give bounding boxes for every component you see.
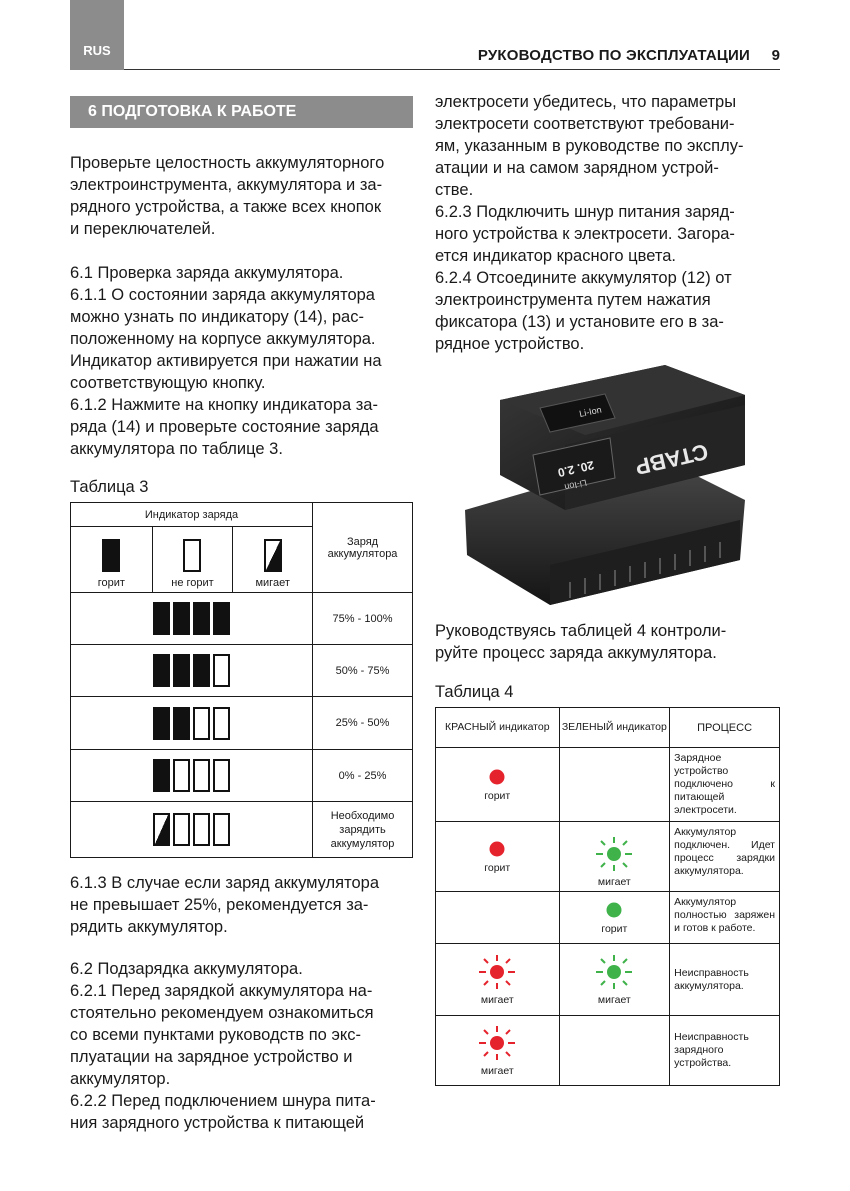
red-led-icon (477, 839, 517, 859)
legend-on (71, 527, 153, 593)
process-cell (670, 748, 780, 822)
brand-logo: СТАВР (632, 438, 711, 480)
table4-caption (435, 683, 513, 702)
page-number (772, 47, 780, 64)
green-state-label: мигает (597, 876, 631, 888)
battery-segment-off-icon (193, 813, 210, 846)
row-4-indicator (71, 802, 313, 858)
text-line: электросети соответствуют требовани- (435, 115, 735, 133)
header-title-text: РУКОВОДСТВО ПО ЭКСПЛУАТАЦИИ (477, 47, 750, 64)
header-indicator (71, 503, 313, 527)
charge-indicator-table (70, 502, 413, 858)
battery-segment-off-icon (213, 707, 230, 740)
red-cell (436, 892, 560, 944)
text-line: аккумулятора по таблице 3. (70, 440, 283, 458)
charge-level-label: 25% - 50% (335, 717, 390, 729)
text-line: ного устройства к электросети. Загора- (435, 225, 735, 243)
battery-segment-on-icon (153, 707, 170, 740)
battery-segment-off-icon (193, 759, 210, 792)
text-line: ния зарядного устройства к питающей (70, 1114, 365, 1132)
table-row (436, 944, 780, 1016)
intro-line: Проверьте целостность аккумуляторного (70, 154, 385, 172)
header-process-text: ПРОЦЕСС (697, 721, 753, 734)
red-state-label: горит (484, 862, 511, 874)
table3-caption (70, 478, 148, 497)
battery-segment-off-icon (173, 813, 190, 846)
green-cell (559, 822, 670, 892)
battery-segment-on-icon (213, 602, 230, 635)
red-state-label: мигает (480, 994, 514, 1006)
text-line: 6.1.1 О состоянии заряда аккумулятора (70, 286, 375, 304)
text-line: ряда (14) и проверьте состояние заряда (70, 418, 379, 436)
text-line: со всеми пунктами руководств по экс- (70, 1026, 362, 1044)
row-0-charge (313, 593, 413, 645)
text-line: стоятельно рекомендуем ознакомиться (70, 1004, 374, 1022)
header-title (478, 47, 750, 64)
text-line: атации и на самом зарядном устрой- (435, 159, 719, 177)
table-row (436, 1016, 780, 1086)
battery-segment-off-icon (213, 654, 230, 687)
header-divider (124, 69, 780, 70)
text-line: электроинструмента путем нажатия (435, 291, 711, 309)
text-line: 6.1 Проверка заряда аккумулятора. (70, 264, 344, 282)
text-line: 6.2 Подзарядка аккумулятора. (70, 960, 303, 978)
battery-segment-on-icon (193, 602, 210, 635)
battery-indicator-icon (152, 769, 232, 781)
charge-level-label: 0% - 25% (338, 769, 387, 782)
red-cell (436, 944, 560, 1016)
battery-charger-image (455, 360, 760, 610)
table3-caption-text: Таблица 3 (70, 478, 149, 496)
section-title: 6 ПОДГОТОВКА К РАБОТЕ (88, 103, 297, 120)
text-line: 6.1.3 В случае если заряд аккумулятора (70, 874, 380, 892)
table-row (436, 748, 780, 822)
text-line: электросети убедитесь, что параметры (435, 93, 737, 111)
text-line: положенному на корпусе аккумулятора. (70, 330, 376, 348)
row-0-indicator (71, 593, 313, 645)
table4-intro (435, 620, 780, 664)
legend-on-label: горит (97, 577, 125, 589)
battery-top-label: Li-Ion (578, 404, 603, 419)
battery-segment-blink-icon (153, 813, 170, 846)
green-state-label: горит (601, 923, 628, 935)
battery-segment-off-icon (173, 759, 190, 792)
charge-level-label: 75% - 100% (332, 612, 393, 625)
charge-level-label: Необходимо зарядить аккумулятор (330, 809, 395, 850)
battery-model-text: 20. 2.0 (556, 457, 596, 480)
row-2-charge (313, 697, 413, 750)
battery-segment-off-icon (213, 813, 230, 846)
green-cell (559, 944, 670, 1016)
legend-blink (233, 527, 313, 593)
green-led-blinking-icon (592, 835, 636, 873)
text-line: ям, указанным в руководстве по эксплу- (435, 137, 744, 155)
text-line: 6.1.2 Нажмите на кнопку индикатора за- (70, 396, 378, 414)
text-line: соответствующую кнопку. (70, 374, 266, 392)
battery-segment-on-icon (153, 759, 170, 792)
table-row (436, 892, 780, 944)
battery-segment-on-icon (173, 707, 190, 740)
language-label: RUS (83, 43, 111, 58)
text-line: стве. (435, 181, 474, 199)
row-2-indicator (71, 697, 313, 750)
green-led-blinking-icon (592, 953, 636, 991)
charge-level-label: 50% - 75% (335, 664, 390, 677)
header-indicator-text: Индикатор заряда (144, 508, 239, 521)
battery-segment-on-icon (173, 602, 190, 635)
red-cell (436, 748, 560, 822)
process-cell (670, 1016, 780, 1086)
green-state-label: мигает (597, 994, 631, 1006)
text-line: 6.2.2 Перед подключением шнура пита- (70, 1092, 376, 1110)
green-cell (559, 892, 670, 944)
charging-process-table (435, 707, 780, 1086)
row-4-charge (313, 802, 413, 858)
battery-segment-off-icon (193, 707, 210, 740)
battery-type-text: Li-Ion (563, 477, 588, 493)
text-line: рядное устройство. (435, 335, 585, 353)
process-text: Аккумулятор подключен. Идет процесс зарядки аккумулятора. (674, 826, 775, 877)
text-line: аккумулятор. (70, 1070, 171, 1088)
battery-segment-off-icon (213, 759, 230, 792)
intro-paragraph (70, 152, 413, 240)
process-cell (670, 944, 780, 1016)
green-led-icon (594, 900, 634, 920)
text-line: плуатации на зарядное устройство и (70, 1048, 353, 1066)
battery-indicator-icon (152, 823, 232, 835)
process-text: Зарядное устройство подключено к питающей электросети. (674, 752, 775, 816)
process-text: Аккумулятор полностью заряжен и готов к работе. (674, 896, 775, 934)
text-line: рядить аккумулятор. (70, 918, 228, 936)
legend-off (152, 527, 233, 593)
row-3-charge (313, 750, 413, 802)
text-line: Руководствуясь таблицей 4 контроли- (435, 622, 727, 640)
red-led-blinking-icon (475, 1024, 519, 1062)
page-number-text: 9 (771, 47, 780, 64)
text-line: не превышает 25%, рекомендуется за- (70, 896, 369, 914)
process-cell (670, 822, 780, 892)
process-cell (670, 892, 780, 944)
header-red-text: КРАСНЫЙ индикатор (444, 721, 550, 733)
red-state-label: горит (484, 790, 511, 802)
battery-segment-on-icon (173, 654, 190, 687)
header-charge-text: Заряд аккумулятора (327, 535, 398, 560)
legend-blink-label: мигает (255, 577, 290, 589)
battery-segment-on-icon (102, 539, 120, 572)
text-line: 6.2.4 Отсоедините аккумулятор (12) от (435, 269, 732, 287)
process-text: Неисправность зарядного устройства. (674, 1031, 749, 1069)
red-cell (436, 1016, 560, 1086)
red-state-label: мигает (480, 1065, 514, 1077)
battery-indicator-icon (152, 717, 232, 729)
battery-segment-on-icon (193, 654, 210, 687)
text-line: можно узнать по индикатору (14), рас- (70, 308, 364, 326)
intro-line: электроинструмента, аккумулятора и за- (70, 176, 383, 194)
section-6-1-3 (70, 872, 413, 938)
green-cell (559, 1016, 670, 1086)
battery-segment-blink-icon (264, 539, 282, 572)
battery-indicator-icon (152, 612, 232, 624)
text-line: Индикатор активируется при нажатии на (70, 352, 382, 370)
row-1-charge (313, 645, 413, 697)
text-line: руйте процесс заряда аккумулятора. (435, 644, 717, 662)
red-led-icon (477, 767, 517, 787)
battery-indicator-icon (152, 664, 232, 676)
text-line: 6.2.3 Подключить шнур питания заряд- (435, 203, 735, 221)
section-6-2-continued (435, 91, 780, 355)
text-line: ется индикатор красного цвета. (435, 247, 676, 265)
green-cell (559, 748, 670, 822)
row-3-indicator (71, 750, 313, 802)
intro-line: и переключателей. (70, 220, 216, 238)
table4-caption-text: Таблица 4 (435, 683, 514, 701)
section-6-2 (70, 958, 413, 1134)
text-line: 6.2.1 Перед зарядкой аккумулятора на- (70, 982, 373, 1000)
section-title-bar (70, 96, 413, 128)
header-green-text: ЗЕЛЕНЫЙ индикатор (561, 721, 667, 733)
battery-segment-on-icon (153, 602, 170, 635)
language-tab (70, 0, 124, 70)
battery-segment-off-icon (183, 539, 201, 572)
red-led-blinking-icon (475, 953, 519, 991)
intro-line: рядного устройства, а также всех кнопок (70, 198, 382, 216)
section-6-1 (70, 262, 413, 460)
legend-off-label: не горит (171, 577, 214, 589)
battery-segment-on-icon (153, 654, 170, 687)
header-green (559, 708, 670, 748)
process-text: Неисправность аккумулятора. (674, 966, 749, 992)
table-row (436, 822, 780, 892)
red-cell (436, 822, 560, 892)
row-1-indicator (71, 645, 313, 697)
header-process (670, 708, 780, 748)
header-charge (313, 503, 413, 593)
text-line: фиксатора (13) и установите его в за- (435, 313, 724, 331)
header-red (436, 708, 560, 748)
